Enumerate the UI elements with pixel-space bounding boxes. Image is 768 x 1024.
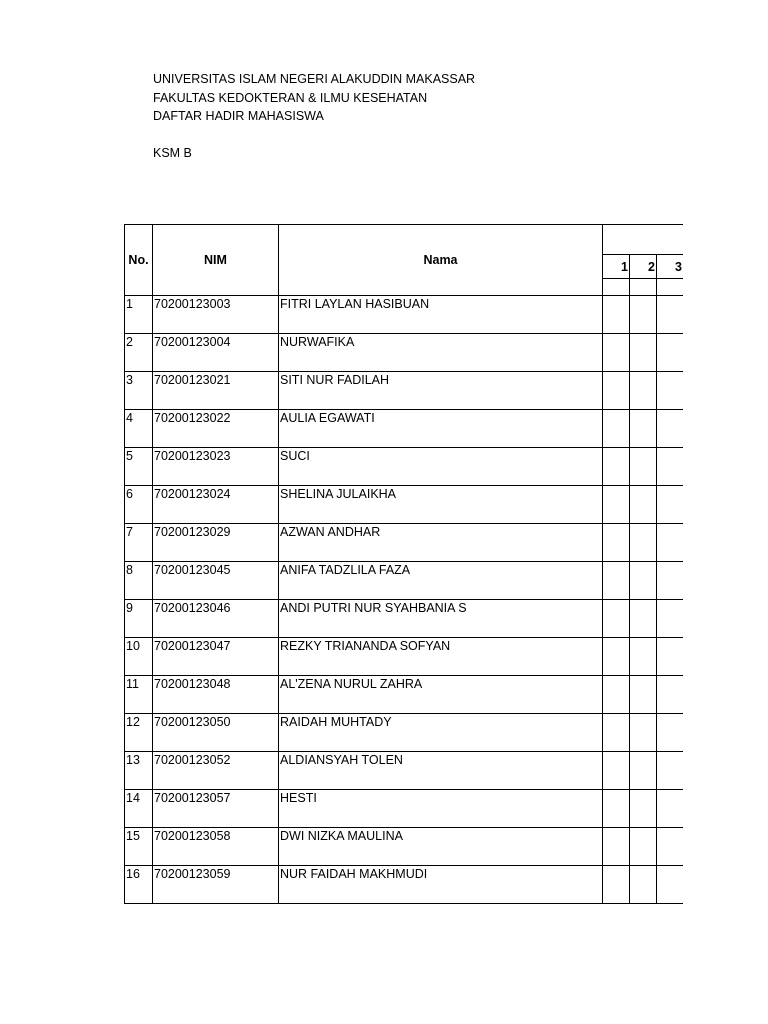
attendance-cell[interactable] [630,372,657,410]
table-row [125,600,684,638]
meeting-header-1: 1 [603,255,630,279]
attendance-sheet [124,224,683,918]
student-name: REZKY TRIANANDA SOFYAN [279,638,603,676]
attendance-cell[interactable] [603,524,630,562]
table-row [125,410,684,448]
attendance-cell[interactable] [657,676,684,714]
attendance-cell[interactable] [603,828,630,866]
attendance-cell[interactable] [630,866,657,904]
row-number: 11 [125,676,153,714]
student-nim: 70200123048 [153,676,279,714]
header-spacer [153,126,475,144]
attendance-cell[interactable] [657,410,684,448]
university-name: UNIVERSITAS ISLAM NEGERI ALAKUDDIN MAKASSAR [153,72,476,86]
attendance-cell[interactable] [630,752,657,790]
student-name: SHELINA JULAIKHA [279,486,603,524]
attendance-cell[interactable] [603,752,630,790]
row-number: 6 [125,486,153,524]
faculty-name: FAKULTAS KEDOKTERAN & ILMU KESEHATAN [153,90,428,105]
row-number: 3 [125,372,153,410]
attendance-cell[interactable] [630,486,657,524]
meeting-subheader-cell [657,279,684,296]
attendance-cell[interactable] [603,372,630,410]
attendance-cell[interactable] [603,600,630,638]
table-row [125,334,684,372]
table-row [125,638,684,676]
student-name: SUCI [279,448,603,486]
student-nim: 70200123004 [153,334,279,372]
row-number: 8 [125,562,153,600]
attendance-cell[interactable] [657,790,684,828]
attendance-cell[interactable] [657,296,684,334]
student-name: RAIDAH MUHTADY [279,714,603,752]
student-name: ALDIANSYAH TOLEN [279,752,603,790]
student-nim: 70200123003 [153,296,279,334]
student-nim: 70200123022 [153,410,279,448]
meeting-group-header [603,225,684,255]
row-number: 1 [125,296,153,334]
student-name: ANDI PUTRI NUR SYAHBANIA S [279,600,603,638]
attendance-cell[interactable] [630,638,657,676]
attendance-cell[interactable] [603,296,630,334]
table-row [125,752,684,790]
student-nim: 70200123057 [153,790,279,828]
student-name: AL'ZENA NURUL ZAHRA [279,676,603,714]
attendance-cell[interactable] [657,372,684,410]
student-nim: 70200123045 [153,562,279,600]
attendance-cell[interactable] [603,638,630,676]
row-number: 2 [125,334,153,372]
meeting-subheader-cell [630,279,657,296]
document-title: DAFTAR HADIR MAHASISWA [153,109,324,123]
student-nim: 70200123059 [153,866,279,904]
attendance-cell[interactable] [630,600,657,638]
table-row [125,562,684,600]
attendance-cell[interactable] [603,410,630,448]
table-row [125,866,684,904]
attendance-cell[interactable] [657,448,684,486]
attendance-cell[interactable] [657,714,684,752]
attendance-cell[interactable] [603,448,630,486]
column-header-no: No. [125,225,153,296]
attendance-cell[interactable] [630,448,657,486]
attendance-table [124,224,683,904]
row-number: 15 [125,828,153,866]
student-nim: 70200123052 [153,752,279,790]
column-header-nim: NIM [153,225,279,296]
student-nim: 70200123029 [153,524,279,562]
student-nim: 70200123058 [153,828,279,866]
table-row [125,524,684,562]
attendance-cell[interactable] [603,866,630,904]
attendance-cell[interactable] [603,676,630,714]
row-number: 12 [125,714,153,752]
table-row [125,828,684,866]
table-row [125,372,684,410]
table-row [125,448,684,486]
student-name: AULIA EGAWATI [279,410,603,448]
meeting-header-3: 3 [657,255,684,279]
attendance-cell[interactable] [630,790,657,828]
table-row [125,714,684,752]
student-nim: 70200123023 [153,448,279,486]
attendance-cell[interactable] [657,866,684,904]
student-name: SITI NUR FADILAH [279,372,603,410]
student-name: DWI NIZKA MAULINA [279,828,603,866]
row-number: 14 [125,790,153,828]
attendance-cell[interactable] [603,790,630,828]
meeting-header-2: 2 [630,255,657,279]
student-nim: 70200123046 [153,600,279,638]
table-row [125,296,684,334]
student-nim: 70200123047 [153,638,279,676]
attendance-cell[interactable] [657,562,684,600]
row-number: 7 [125,524,153,562]
attendance-cell[interactable] [630,334,657,372]
column-header-nama: Nama [279,225,603,296]
table-row [125,486,684,524]
student-name: FITRI LAYLAN HASIBUAN [279,296,603,334]
student-name: AZWAN ANDHAR [279,524,603,562]
attendance-cell[interactable] [630,562,657,600]
attendance-cell[interactable] [603,486,630,524]
attendance-cell[interactable] [630,828,657,866]
attendance-cell[interactable] [630,410,657,448]
attendance-cell[interactable] [630,714,657,752]
student-name: NUR FAIDAH MAKHMUDI [279,866,603,904]
attendance-cell[interactable] [630,676,657,714]
attendance-cell[interactable] [657,638,684,676]
attendance-cell[interactable] [657,600,684,638]
student-name: HESTI [279,790,603,828]
student-rows [125,296,684,904]
row-number: 4 [125,410,153,448]
attendance-cell[interactable] [630,524,657,562]
student-name: NURWAFIKA [279,334,603,372]
student-nim: 70200123024 [153,486,279,524]
row-number: 16 [125,866,153,904]
attendance-cell[interactable] [603,562,630,600]
row-number: 13 [125,752,153,790]
table-row [125,790,684,828]
attendance-cell[interactable] [657,828,684,866]
row-number: 9 [125,600,153,638]
attendance-cell[interactable] [657,486,684,524]
table-row [125,676,684,714]
attendance-cell[interactable] [657,752,684,790]
attendance-cell[interactable] [630,296,657,334]
meeting-subheader-cell [603,279,630,296]
document-header [153,70,475,162]
attendance-cell[interactable] [657,524,684,562]
row-number: 10 [125,638,153,676]
attendance-cell[interactable] [603,714,630,752]
group-label: KSM B [153,145,192,160]
attendance-cell[interactable] [657,334,684,372]
attendance-cell[interactable] [603,334,630,372]
student-name: ANIFA TADZLILA FAZA [279,562,603,600]
student-nim: 70200123050 [153,714,279,752]
row-number: 5 [125,448,153,486]
student-nim: 70200123021 [153,372,279,410]
